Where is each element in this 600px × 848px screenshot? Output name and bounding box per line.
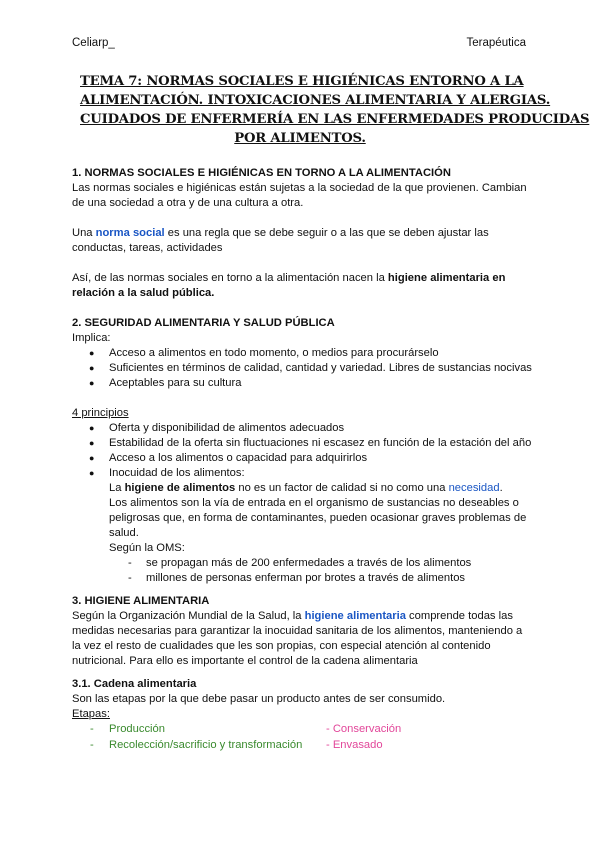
title-line: CUIDADOS DE ENFERMERÍA EN LAS ENFERMEDADES PRODUCIDAS: [80, 112, 590, 127]
norma-social-paragraph: Una norma social es una regla que se debe seguir o a las que se deben ajustar las conductas, tareas, actividades: [72, 227, 489, 254]
inocuidad-paragraph-2: Los alimentos son la vía de entrada en el organismo de sustancias no deseables o peligrosas que, en forma de contaminantes, pueden ocasionar graves problemas de salud.: [109, 497, 527, 539]
oms-list: [72, 556, 532, 586]
implica-label: Implica:: [72, 332, 111, 344]
list-item: - se propagan más de 200 enfermedades a través de los alimentos: [72, 556, 532, 571]
document-title: [80, 72, 590, 148]
list-item: ● Acceso a alimentos en todo momento, o medios para procurárselo: [72, 346, 532, 361]
document-body: [72, 166, 532, 754]
principios-label: 4 principios: [72, 407, 129, 419]
stage-recoleccion: Recolección/sacrificio y transformación: [109, 739, 303, 751]
etapas-list: [72, 722, 532, 754]
title-line: TEMA 7: NORMAS SOCIALES E HIGIÉNICAS ENTORNO A LA: [80, 74, 524, 89]
norma-social-term: norma social: [95, 227, 165, 239]
principios-list: [72, 421, 532, 481]
higiene-paragraph: Así, de las normas sociales en torno a la alimentación nacen la higiene alimentaria en relación a la salud pública.: [72, 272, 506, 299]
list-item: - millones de personas enferman por brotes a través de alimentos: [72, 571, 532, 586]
necesidad-term: necesidad: [448, 482, 500, 494]
stage-dash: -: [90, 723, 94, 735]
list-item: ● Estabilidad de la oferta sin fluctuaciones ni escasez en función de la estación del año: [72, 436, 532, 451]
header-author: Celiarp_: [72, 37, 115, 49]
list-item: ● Aceptables para su cultura: [72, 376, 532, 391]
header-subject: Terapéutica: [466, 37, 526, 49]
stage-envasado: - Envasado: [326, 739, 383, 751]
section-1-paragraph: Las normas sociales e higiénicas están sujetas a la sociedad de la que provienen. Cambian de una sociedad a otra y de una cultura a otra.: [72, 182, 527, 209]
section-3-1-heading: 3.1. Cadena alimentaria: [72, 678, 197, 690]
section-3-paragraph: Según la Organización Mundial de la Salud, la higiene alimentaria comprende todas las medidas necesarias para garantizar la inocuidad sanitaria de los alimentos, manteniendo a la vez el resto de cualidades que les son propias, con especial atención al contenido nutricional. Para ello es importante el control de la cadena alimentaria: [72, 610, 523, 667]
list-item: ● Suficientes en términos de calidad, cantidad y variedad. Libres de sustancias nocivas: [72, 361, 532, 376]
stage-conservacion: - Conservación: [326, 723, 402, 735]
inocuidad-paragraph: La higiene de alimentos no es un factor de calidad si no como una necesidad.: [109, 482, 503, 494]
section-3-heading: 3. HIGIENE ALIMENTARIA: [72, 595, 210, 607]
section-1-heading: 1. NORMAS SOCIALES E HIGIÉNICAS EN TORNO A LA ALIMENTACIÓN: [72, 167, 451, 179]
higiene-alimentaria-term: higiene alimentaria: [304, 610, 406, 622]
list-item: ● Inocuidad de los alimentos:: [72, 466, 532, 481]
implica-list: [72, 346, 532, 391]
etapas-label: Etapas:: [72, 708, 110, 720]
stage-dash: -: [90, 739, 94, 751]
title-line: ALIMENTACIÓN. INTOXICACIONES ALIMENTARIA Y ALERGIAS.: [80, 93, 551, 108]
list-item: ● Oferta y disponibilidad de alimentos adecuados: [72, 421, 532, 436]
title-line: POR ALIMENTOS.: [234, 131, 366, 146]
section-2-heading: 2. SEGURIDAD ALIMENTARIA Y SALUD PÚBLICA: [72, 317, 335, 329]
section-3-1-paragraph: Son las etapas por la que debe pasar un producto antes de ser consumido.: [72, 693, 446, 705]
oms-label: Según la OMS:: [109, 542, 185, 554]
higiene-term: higiene alimentaria en relación a la salud pública.: [72, 272, 506, 299]
stage-produccion: Producción: [109, 723, 165, 735]
list-item: ● Acceso a los alimentos o capacidad para adquirirlos: [72, 451, 532, 466]
